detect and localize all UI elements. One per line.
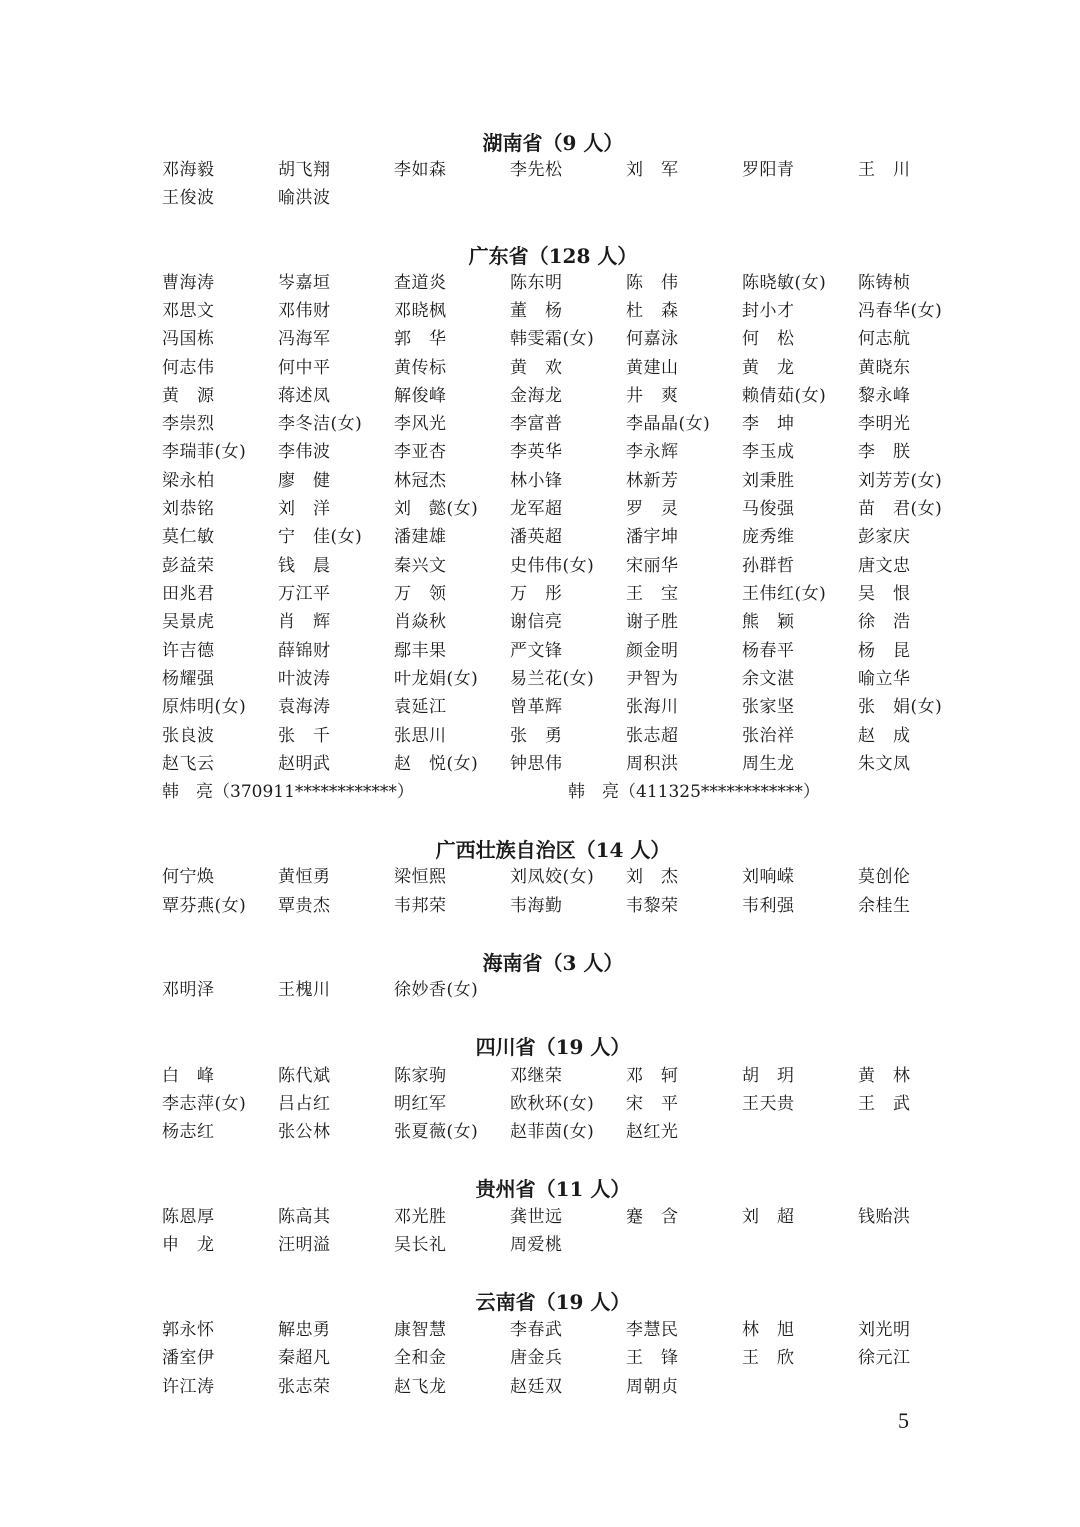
person-name: 张 千 bbox=[278, 726, 331, 746]
name-row bbox=[162, 1092, 982, 1116]
person-name: 王天贵 bbox=[742, 1094, 795, 1114]
person-name: 李玉成 bbox=[742, 442, 795, 462]
person-name: 万江平 bbox=[278, 584, 331, 604]
person-name: 谢子胜 bbox=[626, 612, 679, 632]
name-row-with-id bbox=[162, 780, 982, 804]
person-name: 李永辉 bbox=[626, 442, 679, 462]
person-name: 陈家驹 bbox=[394, 1066, 447, 1086]
person-name: 林冠杰 bbox=[394, 471, 447, 491]
person-name: 汪明溢 bbox=[278, 1235, 331, 1255]
person-name: 王伟红(女) bbox=[742, 584, 827, 604]
person-name: 陈高其 bbox=[278, 1207, 331, 1227]
person-name: 刘 杰 bbox=[626, 867, 679, 887]
name-row bbox=[162, 440, 982, 464]
person-name: 李瑞菲(女) bbox=[162, 442, 247, 462]
person-name: 胡 玥 bbox=[742, 1066, 795, 1086]
person-name: 吴景虎 bbox=[162, 612, 215, 632]
person-name: 陈东明 bbox=[510, 273, 563, 293]
person-name: 莫仁敏 bbox=[162, 527, 215, 547]
person-name: 曾革辉 bbox=[510, 697, 563, 717]
person-name: 封小才 bbox=[742, 301, 795, 321]
person-name: 罗 灵 bbox=[626, 499, 679, 519]
person-name: 郭永怀 bbox=[162, 1320, 215, 1340]
person-name: 张志超 bbox=[626, 726, 679, 746]
person-name: 刘秉胜 bbox=[742, 471, 795, 491]
person-name: 王 川 bbox=[858, 160, 911, 180]
person-name: 刘恭铭 bbox=[162, 499, 215, 519]
person-name: 鄢丰果 bbox=[394, 641, 447, 661]
name-row bbox=[162, 1233, 982, 1257]
person-name: 韩雯霜(女) bbox=[510, 329, 595, 349]
section-title: 海南省（3 人） bbox=[482, 951, 624, 975]
name-row bbox=[162, 610, 982, 634]
person-name: 周朝贞 bbox=[626, 1377, 679, 1397]
person-name: 冯春华(女) bbox=[858, 301, 943, 321]
person-name: 王俊波 bbox=[162, 188, 215, 208]
person-name: 赵红光 bbox=[626, 1122, 679, 1142]
person-name: 李亚杏 bbox=[394, 442, 447, 462]
person-name: 李伟波 bbox=[278, 442, 331, 462]
name-row bbox=[162, 554, 982, 578]
person-name: 史伟伟(女) bbox=[510, 556, 595, 576]
name-row bbox=[162, 356, 982, 380]
name-row bbox=[162, 752, 982, 776]
person-name: 林新芳 bbox=[626, 471, 679, 491]
person-name: 邓明泽 bbox=[162, 980, 215, 1000]
name-row bbox=[162, 412, 982, 436]
person-name: 张海川 bbox=[626, 697, 679, 717]
person-name: 吕占红 bbox=[278, 1094, 331, 1114]
person-name: 田兆君 bbox=[162, 584, 215, 604]
person-name: 李先松 bbox=[510, 160, 563, 180]
person-name: 李晶晶(女) bbox=[626, 414, 711, 434]
name-row bbox=[162, 1375, 982, 1399]
person-name: 邓光胜 bbox=[394, 1207, 447, 1227]
section-title: 贵州省（11 人） bbox=[475, 1177, 631, 1201]
person-name: 黄 欢 bbox=[510, 358, 563, 378]
person-name: 何宁焕 bbox=[162, 867, 215, 887]
person-name: 王 锋 bbox=[626, 1348, 679, 1368]
name-row bbox=[162, 978, 982, 1002]
name-row bbox=[162, 1205, 982, 1229]
person-name: 宁 佳(女) bbox=[278, 527, 363, 547]
person-name: 郭 华 bbox=[394, 329, 447, 349]
person-name: 尹智为 bbox=[626, 669, 679, 689]
person-name: 徐妙香(女) bbox=[394, 980, 479, 1000]
person-name: 蒋述凤 bbox=[278, 386, 331, 406]
person-name: 曹海涛 bbox=[162, 273, 215, 293]
person-name: 周爱桃 bbox=[510, 1235, 563, 1255]
person-name: 王槐川 bbox=[278, 980, 331, 1000]
person-name: 吴 恨 bbox=[858, 584, 911, 604]
person-name: 苗 君(女) bbox=[858, 499, 943, 519]
person-name: 余桂生 bbox=[858, 896, 911, 916]
person-name: 邓思文 bbox=[162, 301, 215, 321]
person-name: 唐金兵 bbox=[510, 1348, 563, 1368]
person-name: 万 彤 bbox=[510, 584, 563, 604]
name-row bbox=[162, 724, 982, 748]
person-name: 刘 超 bbox=[742, 1207, 795, 1227]
section-title: 四川省（19 人） bbox=[475, 1035, 631, 1059]
person-name: 韦利强 bbox=[742, 896, 795, 916]
person-name: 刘 军 bbox=[626, 160, 679, 180]
person-name: 廖 健 bbox=[278, 471, 331, 491]
name-row bbox=[162, 1346, 982, 1370]
person-name: 潘宇坤 bbox=[626, 527, 679, 547]
person-name: 宋丽华 bbox=[626, 556, 679, 576]
person-name: 周生龙 bbox=[742, 754, 795, 774]
name-row bbox=[162, 695, 982, 719]
person-name: 原炜明(女) bbox=[162, 697, 247, 717]
section-title: 广东省（128 人） bbox=[468, 244, 638, 268]
person-name: 赵菲茵(女) bbox=[510, 1122, 595, 1142]
person-name: 何志航 bbox=[858, 329, 911, 349]
name-row bbox=[162, 894, 982, 918]
person-name: 井 爽 bbox=[626, 386, 679, 406]
name-row bbox=[162, 1318, 982, 1342]
section-title: 云南省（19 人） bbox=[475, 1290, 631, 1314]
person-name: 黎永峰 bbox=[858, 386, 911, 406]
name-row bbox=[162, 865, 982, 889]
person-name-with-id: 韩 亮（370911************） bbox=[162, 782, 414, 802]
person-name: 何 松 bbox=[742, 329, 795, 349]
person-name: 彭家庆 bbox=[858, 527, 911, 547]
person-name: 李明光 bbox=[858, 414, 911, 434]
person-name: 赵飞龙 bbox=[394, 1377, 447, 1397]
person-name: 马俊强 bbox=[742, 499, 795, 519]
person-name: 杨春平 bbox=[742, 641, 795, 661]
person-name: 林小锋 bbox=[510, 471, 563, 491]
person-name: 彭益荣 bbox=[162, 556, 215, 576]
person-name: 赵飞云 bbox=[162, 754, 215, 774]
person-name: 王 宝 bbox=[626, 584, 679, 604]
person-name: 杜 森 bbox=[626, 301, 679, 321]
person-name: 邓海毅 bbox=[162, 160, 215, 180]
person-name: 李 朕 bbox=[858, 442, 911, 462]
person-name: 朱文凤 bbox=[858, 754, 911, 774]
person-name: 吴长礼 bbox=[394, 1235, 447, 1255]
person-name: 何中平 bbox=[278, 358, 331, 378]
person-name: 张良波 bbox=[162, 726, 215, 746]
person-name: 秦兴文 bbox=[394, 556, 447, 576]
person-name: 韦邦荣 bbox=[394, 896, 447, 916]
person-name: 黄恒勇 bbox=[278, 867, 331, 887]
person-name: 明红军 bbox=[394, 1094, 447, 1114]
person-name: 查道炎 bbox=[394, 273, 447, 293]
name-row bbox=[162, 384, 982, 408]
person-name: 严文锋 bbox=[510, 641, 563, 661]
person-name: 胡飞翔 bbox=[278, 160, 331, 180]
person-name: 韦黎荣 bbox=[626, 896, 679, 916]
person-name: 肖焱秋 bbox=[394, 612, 447, 632]
person-name: 李英华 bbox=[510, 442, 563, 462]
person-name: 邓继荣 bbox=[510, 1066, 563, 1086]
person-name: 周积洪 bbox=[626, 754, 679, 774]
person-name: 潘英超 bbox=[510, 527, 563, 547]
person-name: 黄 源 bbox=[162, 386, 215, 406]
person-name: 易兰花(女) bbox=[510, 669, 595, 689]
person-name: 李 坤 bbox=[742, 414, 795, 434]
person-name: 王 欣 bbox=[742, 1348, 795, 1368]
person-name: 许吉德 bbox=[162, 641, 215, 661]
person-name: 李志萍(女) bbox=[162, 1094, 247, 1114]
person-name: 潘建雄 bbox=[394, 527, 447, 547]
person-name: 谢信亮 bbox=[510, 612, 563, 632]
person-name: 白 峰 bbox=[162, 1066, 215, 1086]
person-name: 熊 颖 bbox=[742, 612, 795, 632]
person-name: 叶波涛 bbox=[278, 669, 331, 689]
person-name: 张家坚 bbox=[742, 697, 795, 717]
person-name: 覃贵杰 bbox=[278, 896, 331, 916]
person-name: 徐元江 bbox=[858, 1348, 911, 1368]
person-name: 袁海涛 bbox=[278, 697, 331, 717]
person-name: 赵廷双 bbox=[510, 1377, 563, 1397]
person-name: 刘光明 bbox=[858, 1320, 911, 1340]
person-name: 徐 浩 bbox=[858, 612, 911, 632]
name-row bbox=[162, 327, 982, 351]
person-name-with-id: 韩 亮（411325************） bbox=[568, 782, 820, 802]
person-name: 孙群哲 bbox=[742, 556, 795, 576]
person-name: 赵 成 bbox=[858, 726, 911, 746]
person-name: 李冬洁(女) bbox=[278, 414, 363, 434]
section-title: 湖南省（9 人） bbox=[482, 131, 624, 155]
page-number: 5 bbox=[898, 1408, 909, 1433]
person-name: 刘 洋 bbox=[278, 499, 331, 519]
person-name: 李崇烈 bbox=[162, 414, 215, 434]
person-name: 莫创伦 bbox=[858, 867, 911, 887]
person-name: 张志荣 bbox=[278, 1377, 331, 1397]
person-name: 钱贻洪 bbox=[858, 1207, 911, 1227]
person-name: 刘凤姣(女) bbox=[510, 867, 595, 887]
person-name: 李风光 bbox=[394, 414, 447, 434]
person-name: 赵 悦(女) bbox=[394, 754, 479, 774]
person-name: 薛锦财 bbox=[278, 641, 331, 661]
name-row bbox=[162, 299, 982, 323]
person-name: 林 旭 bbox=[742, 1320, 795, 1340]
person-name: 张思川 bbox=[394, 726, 447, 746]
person-name: 冯国栋 bbox=[162, 329, 215, 349]
name-row bbox=[162, 186, 982, 210]
person-name: 秦超凡 bbox=[278, 1348, 331, 1368]
name-row bbox=[162, 1064, 982, 1088]
person-name: 宋 平 bbox=[626, 1094, 679, 1114]
person-name: 李如森 bbox=[394, 160, 447, 180]
person-name: 杨志红 bbox=[162, 1122, 215, 1142]
section-title: 广西壮族自治区（14 人） bbox=[435, 838, 671, 862]
name-row bbox=[162, 469, 982, 493]
person-name: 张夏薇(女) bbox=[394, 1122, 479, 1142]
person-name: 黄传标 bbox=[394, 358, 447, 378]
person-name: 刘芳芳(女) bbox=[858, 471, 943, 491]
person-name: 万 领 bbox=[394, 584, 447, 604]
person-name: 余文湛 bbox=[742, 669, 795, 689]
person-name: 黄建山 bbox=[626, 358, 679, 378]
person-name: 袁延江 bbox=[394, 697, 447, 717]
person-name: 杨耀强 bbox=[162, 669, 215, 689]
person-name: 陈代斌 bbox=[278, 1066, 331, 1086]
name-row bbox=[162, 497, 982, 521]
person-name: 全和金 bbox=[394, 1348, 447, 1368]
person-name: 岑嘉垣 bbox=[278, 273, 331, 293]
person-name: 梁恒熙 bbox=[394, 867, 447, 887]
person-name: 黄 林 bbox=[858, 1066, 911, 1086]
name-row bbox=[162, 525, 982, 549]
person-name: 李慧民 bbox=[626, 1320, 679, 1340]
person-name: 张治祥 bbox=[742, 726, 795, 746]
person-name: 王 武 bbox=[858, 1094, 911, 1114]
person-name: 陈 伟 bbox=[626, 273, 679, 293]
person-name: 喻洪波 bbox=[278, 188, 331, 208]
person-name: 龙军超 bbox=[510, 499, 563, 519]
person-name: 欧秋环(女) bbox=[510, 1094, 595, 1114]
person-name: 邓晓枫 bbox=[394, 301, 447, 321]
person-name: 董 杨 bbox=[510, 301, 563, 321]
person-name: 康智慧 bbox=[394, 1320, 447, 1340]
person-name: 颜金明 bbox=[626, 641, 679, 661]
person-name: 黄 龙 bbox=[742, 358, 795, 378]
person-name: 潘室伊 bbox=[162, 1348, 215, 1368]
person-name: 覃芬燕(女) bbox=[162, 896, 247, 916]
person-name: 申 龙 bbox=[162, 1235, 215, 1255]
person-name: 冯海军 bbox=[278, 329, 331, 349]
person-name: 邓伟财 bbox=[278, 301, 331, 321]
person-name: 龚世远 bbox=[510, 1207, 563, 1227]
person-name: 叶龙娟(女) bbox=[394, 669, 479, 689]
person-name: 喻立华 bbox=[858, 669, 911, 689]
person-name: 梁永柏 bbox=[162, 471, 215, 491]
person-name: 张 勇 bbox=[510, 726, 563, 746]
person-name: 解忠勇 bbox=[278, 1320, 331, 1340]
person-name: 黄晓东 bbox=[858, 358, 911, 378]
person-name: 金海龙 bbox=[510, 386, 563, 406]
person-name: 肖 辉 bbox=[278, 612, 331, 632]
person-name: 韦海勤 bbox=[510, 896, 563, 916]
person-name: 蹇 含 bbox=[626, 1207, 679, 1227]
person-name: 李富普 bbox=[510, 414, 563, 434]
person-name: 钱 晨 bbox=[278, 556, 331, 576]
name-row bbox=[162, 667, 982, 691]
person-name: 许江涛 bbox=[162, 1377, 215, 1397]
person-name: 张 娟(女) bbox=[858, 697, 943, 717]
name-row bbox=[162, 271, 982, 295]
person-name: 张公林 bbox=[278, 1122, 331, 1142]
person-name: 陈晓敏(女) bbox=[742, 273, 827, 293]
person-name: 何志伟 bbox=[162, 358, 215, 378]
person-name: 刘 懿(女) bbox=[394, 499, 479, 519]
person-name: 钟思伟 bbox=[510, 754, 563, 774]
name-row bbox=[162, 1120, 982, 1144]
person-name: 陈恩厚 bbox=[162, 1207, 215, 1227]
person-name: 邓 轲 bbox=[626, 1066, 679, 1086]
person-name: 李春武 bbox=[510, 1320, 563, 1340]
name-row bbox=[162, 582, 982, 606]
person-name: 庞秀维 bbox=[742, 527, 795, 547]
person-name: 刘响嵘 bbox=[742, 867, 795, 887]
name-row bbox=[162, 639, 982, 663]
person-name: 赵明武 bbox=[278, 754, 331, 774]
person-name: 杨 昆 bbox=[858, 641, 911, 661]
person-name: 解俊峰 bbox=[394, 386, 447, 406]
person-name: 罗阳青 bbox=[742, 160, 795, 180]
person-name: 陈铸桢 bbox=[858, 273, 911, 293]
person-name: 赖倩茹(女) bbox=[742, 386, 827, 406]
name-row bbox=[162, 158, 982, 182]
person-name: 何嘉泳 bbox=[626, 329, 679, 349]
person-name: 唐文忠 bbox=[858, 556, 911, 576]
